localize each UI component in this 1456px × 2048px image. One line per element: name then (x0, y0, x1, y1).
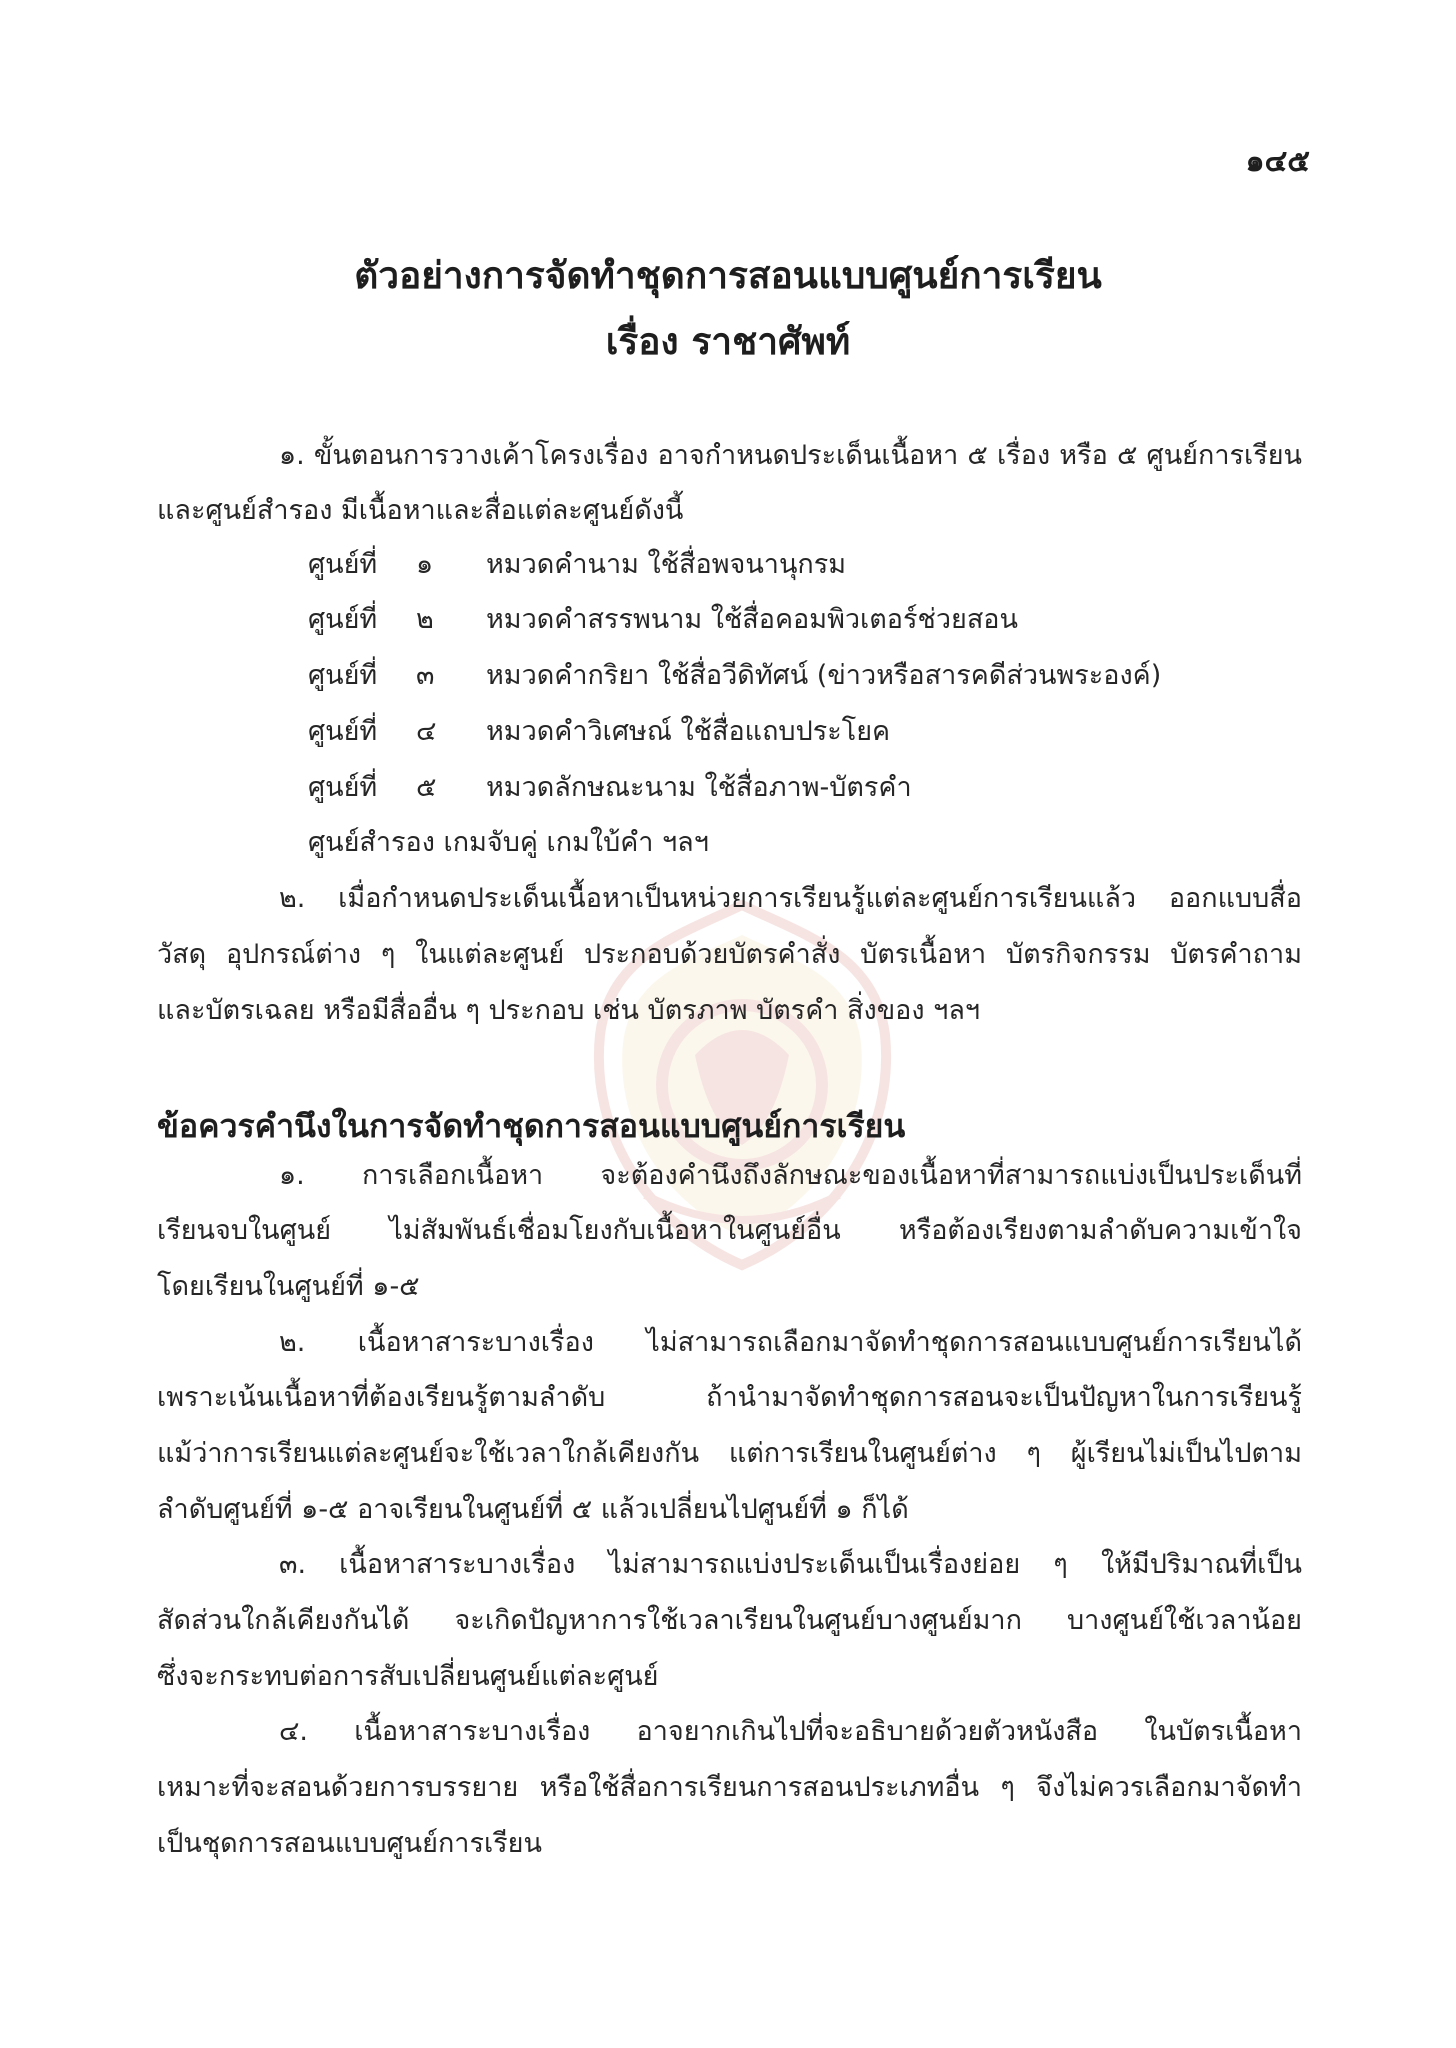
document-title: ตัวอย่างการจัดทำชุดการสอนแบบศูนย์การเรียน (354, 254, 1102, 297)
consideration-2-line1: ๒. เนื้อหาสาระบางเรื่อง ไม่สามารถเลือกมาจัดทำชุดการสอนแบบศูนย์การเรียนได้ (279, 1327, 1302, 1358)
center-number: ๒ (416, 604, 434, 635)
center-item (308, 712, 890, 752)
intro-para2-line1: ๒. เมื่อกำหนดประเด็นเนื้อหาเป็นหน่วยการเรียนรู้แต่ละศูนย์การเรียนแล้ว ออกแบบสื่อ (279, 883, 1302, 914)
consideration-3-line3: ซึ่งจะกระทบต่อการสับเปลี่ยนศูนย์แต่ละศูนย์ (157, 1661, 659, 1692)
center-label: ศูนย์ที่ (308, 716, 378, 747)
center-text: หมวดคำสรรพนาม ใช้สื่อคอมพิวเตอร์ช่วยสอน (486, 604, 1018, 635)
center-item (308, 656, 1161, 696)
intro-para1-line1: ๑. ขั้นตอนการวางเค้าโครงเรื่อง อาจกำหนดประเด็นเนื้อหา ๕ เรื่อง หรือ ๕ ศูนย์การเรียน (279, 440, 1302, 471)
consideration-4-line2: เหมาะที่จะสอนด้วยการบรรยาย หรือใช้สื่อการเรียนการสอนประเภทอื่น ๆ จึงไม่ควรเลือกมาจัดทำ (157, 1772, 1302, 1803)
center-label: ศูนย์ที่ (308, 660, 378, 691)
center-item (308, 545, 846, 585)
consideration-2-line3: แม้ว่าการเรียนแต่ละศูนย์จะใช้เวลาใกล้เคียงกัน แต่การเรียนในศูนย์ต่าง ๆ ผู้เรียนไม่เป็นไปตาม (157, 1438, 1302, 1469)
consideration-3-line2: สัดส่วนใกล้เคียงกันได้ จะเกิดปัญหาการใช้เวลาเรียนในศูนย์บางศูนย์มาก บางศูนย์ใช้เวลาน้อย (157, 1605, 1302, 1636)
intro-para2-line2: วัสดุ อุปกรณ์ต่าง ๆ ในแต่ละศูนย์ ประกอบด้วยบัตรคำสั่ง บัตรเนื้อหา บัตรกิจกรรม บัตรคำถาม (157, 939, 1302, 970)
center-label: ศูนย์ที่ (308, 604, 378, 635)
consideration-1-line3: โดยเรียนในศูนย์ที่ ๑-๕ (157, 1271, 420, 1302)
center-text: หมวดลักษณะนาม ใช้สื่อภาพ-บัตรคำ (486, 772, 912, 803)
center-number: ๓ (416, 660, 435, 691)
center-text: หมวดคำกริยา ใช้สื่อวีดิทัศน์ (ข่าวหรือสารคดีส่วนพระองค์) (486, 660, 1162, 691)
center-number: ๔ (416, 716, 437, 747)
center-item (308, 600, 1018, 640)
center-text: หมวดคำวิเศษณ์ ใช้สื่อแถบประโยค (486, 716, 891, 747)
center-number: ๑ (416, 549, 434, 580)
consideration-3-line1: ๓. เนื้อหาสาระบางเรื่อง ไม่สามารถแบ่งประเด็นเป็นเรื่องย่อย ๆ ให้มีปริมาณที่เป็น (279, 1549, 1302, 1580)
consideration-1-line2: เรียนจบในศูนย์ ไม่สัมพันธ์เชื่อมโยงกับเนื้อหาในศูนย์อื่น หรือต้องเรียงตามลำดับความเข้าใจ (157, 1215, 1302, 1246)
consideration-4-line3: เป็นชุดการสอนแบบศูนย์การเรียน (157, 1828, 542, 1859)
section-heading: ข้อควรคำนึงในการจัดทำชุดการสอนแบบศูนย์การเรียน (157, 1107, 906, 1145)
document-subtitle: เรื่อง ราชาศัพท์ (605, 320, 851, 363)
center-item (308, 768, 912, 808)
consideration-2-line4: ลำดับศูนย์ที่ ๑-๕ อาจเรียนในศูนย์ที่ ๕ แล้วเปลี่ยนไปศูนย์ที่ ๑ ก็ได้ (157, 1494, 909, 1525)
consideration-1-line1: ๑. การเลือกเนื้อหา จะต้องคำนึงถึงลักษณะของเนื้อหาที่สามารถแบ่งเป็นประเด็นที่ (279, 1160, 1302, 1191)
consideration-2-line2: เพราะเน้นเนื้อหาที่ต้องเรียนรู้ตามลำดับ ถ้านำมาจัดทำชุดการสอนจะเป็นปัญหาในการเรียนรู้ (157, 1382, 1302, 1413)
center-text: หมวดคำนาม ใช้สื่อพจนานุกรม (486, 549, 847, 580)
consideration-4-line1: ๔. เนื้อหาสาระบางเรื่อง อาจยากเกินไปที่จะอธิบายด้วยตัวหนังสือ ในบัตรเนื้อหา (279, 1716, 1302, 1747)
center-number: ๕ (416, 772, 437, 803)
reserve-center: ศูนย์สำรอง เกมจับคู่ เกมใบ้คำ ฯลฯ (308, 827, 709, 858)
center-label: ศูนย์ที่ (308, 772, 378, 803)
intro-para2-line3: และบัตรเฉลย หรือมีสื่ออื่น ๆ ประกอบ เช่น บัตรภาพ บัตรคำ สิ่งของ ฯลฯ (157, 995, 981, 1026)
center-label: ศูนย์ที่ (308, 549, 378, 580)
page-number: ๑๔๕ (1245, 144, 1310, 179)
intro-para1-line2: และศูนย์สำรอง มีเนื้อหาและสื่อแต่ละศูนย์ดังนี้ (157, 495, 684, 526)
